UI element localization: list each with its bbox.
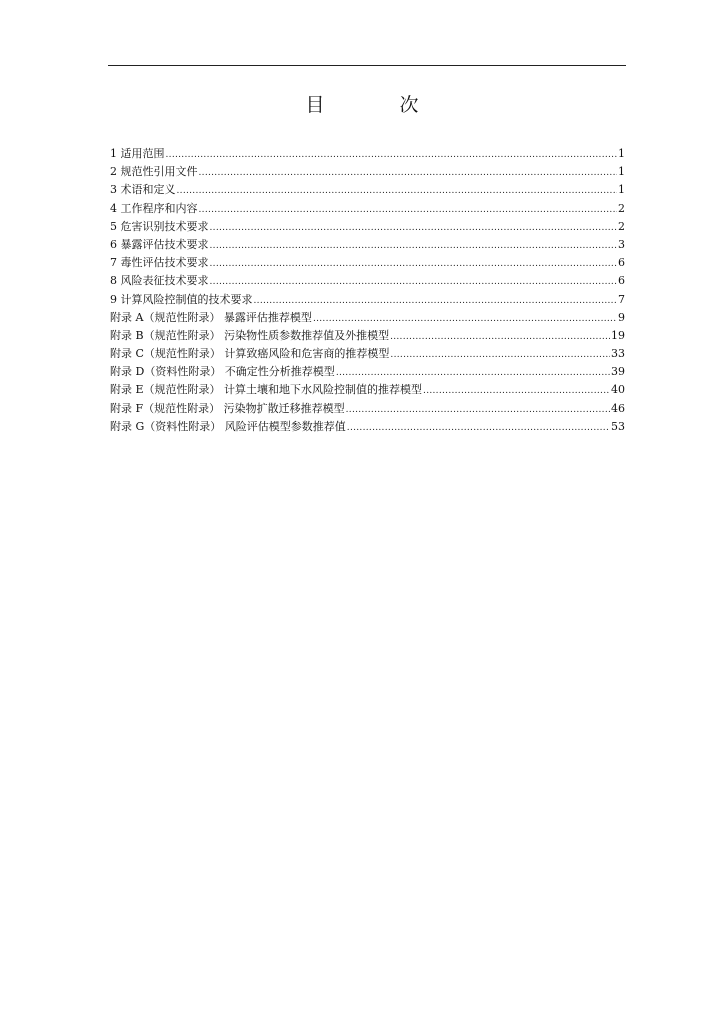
toc-dot-leader [313,310,617,328]
toc-dot-leader [210,219,618,237]
toc-entry-label: 8 风险表征技术要求 [110,274,209,288]
toc-entry-page: 33 [611,347,625,361]
toc-dot-leader [210,237,618,255]
toc-dot-leader [390,346,610,364]
toc-entry-page: 53 [611,419,625,433]
toc-entry[interactable] [110,163,625,181]
toc-entry[interactable] [110,327,625,345]
toc-entry-label: 1 适用范围 [110,147,165,160]
toc-entry[interactable] [110,363,625,381]
toc-entry[interactable] [110,291,625,309]
toc-title: 目 次 [305,94,447,116]
toc-dot-leader [346,401,610,419]
toc-entry-page: 39 [611,365,625,379]
toc-dot-leader [336,364,610,382]
toc-entry-label: 7 毒性评估技术要求 [110,256,209,270]
toc-entry-page: 2 [618,219,625,233]
toc-dot-leader [199,164,618,182]
toc-dot-leader [347,419,610,437]
toc-entry[interactable] [110,254,625,272]
toc-entry-label: 3 术语和定义 [110,183,176,197]
toc-entry[interactable] [110,181,625,199]
toc-entry[interactable] [110,381,625,399]
toc-entry-page: 1 [618,165,625,179]
toc-entry-label: 9 计算风险控制值的技术要求 [110,292,253,306]
toc-entry-label: 附录 D（资料性附录） 不确定性分析推荐模型 [110,365,335,379]
toc-entry-page: 1 [618,147,625,160]
toc-entry-page: 3 [618,237,625,251]
toc-entry-page: 6 [618,274,625,288]
toc-entry-label: 6 暴露评估技术要求 [110,237,209,251]
toc-dot-leader [390,328,610,346]
toc-entry-page: 1 [618,183,625,197]
toc-entry-label: 附录 C（规范性附录） 计算致癌风险和危害商的推荐模型 [110,347,390,361]
toc-entry-label: 附录 E（规范性附录） 计算土壤和地下水风险控制值的推荐模型 [110,383,423,397]
toc-dot-leader [254,292,618,310]
toc-entry-label: 4 工作程序和内容 [110,201,198,215]
toc-entry-page: 6 [618,256,625,270]
toc-entry-page: 2 [618,201,625,215]
header-rule [108,65,626,66]
toc-entry[interactable] [110,200,625,218]
toc-entry-page: 7 [618,292,625,306]
toc-entry-label: 5 危害识别技术要求 [110,219,209,233]
toc-entry[interactable] [110,218,625,236]
toc-entry-label: 附录 F（规范性附录） 污染物扩散迁移推荐模型 [110,401,345,415]
toc-entry-label: 附录 A（规范性附录） 暴露评估推荐模型 [110,310,312,324]
toc-entry-label: 附录 B（规范性附录） 污染物性质参数推荐值及外推模型 [110,328,390,342]
toc-entry[interactable] [110,345,625,363]
toc-entry[interactable] [110,418,625,436]
toc-entry-page: 19 [611,328,625,342]
toc-entry[interactable] [110,145,625,163]
toc-entry[interactable] [110,272,625,290]
toc-dot-leader [177,182,618,200]
toc-entry[interactable] [110,400,625,418]
toc-entry-label: 附录 G（资料性附录） 风险评估模型参数推荐值 [110,419,346,433]
toc-entry-page: 40 [611,383,625,397]
toc-dot-leader [210,255,618,273]
toc-dot-leader [210,273,618,291]
toc-entry-page: 9 [618,310,625,324]
toc-entry[interactable] [110,236,625,254]
toc-entry[interactable] [110,309,625,327]
toc-entry-page: 46 [611,401,625,415]
toc-dot-leader [423,382,610,400]
toc-dot-leader [166,146,618,164]
toc-dot-leader [199,201,618,219]
toc-entry-label: 2 规范性引用文件 [110,165,198,179]
table-of-contents [110,145,625,436]
